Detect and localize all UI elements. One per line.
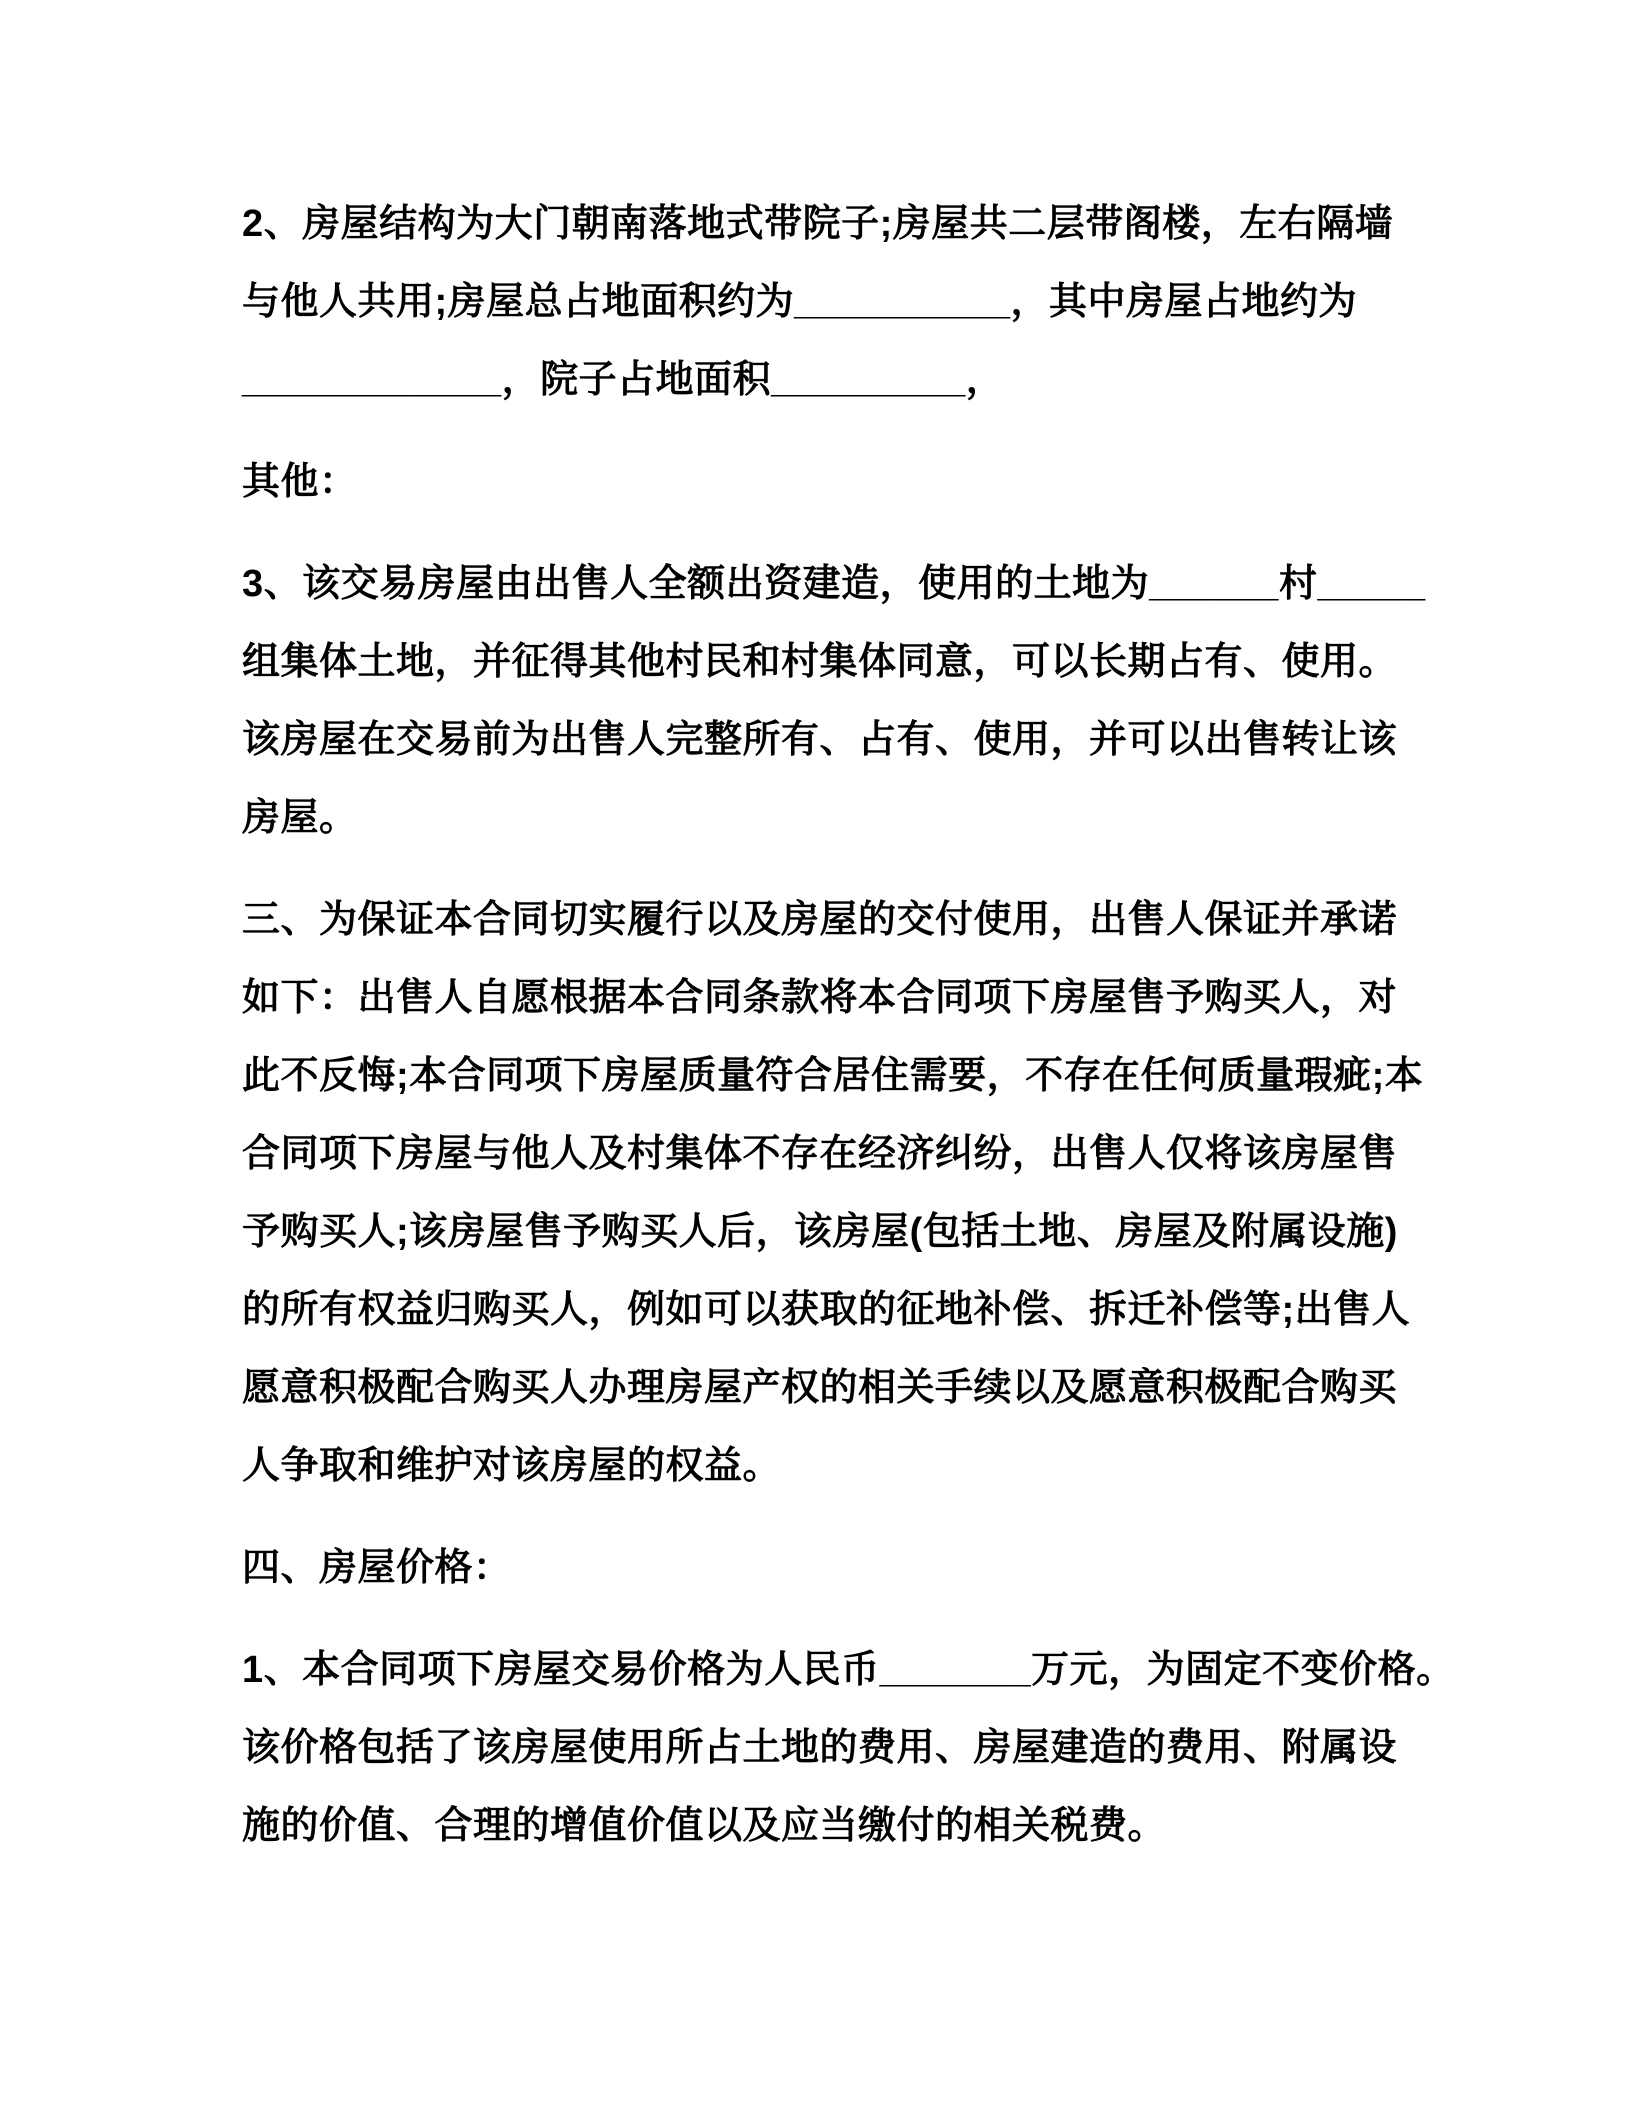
paragraph-clause-3-land-use [242, 545, 1432, 857]
text-line: 施的价值、合理的增值价值以及应当缴付的相关税费。 [242, 1805, 1167, 1847]
text-line: ____________，院子占地面积_________， [242, 359, 1005, 401]
text-line: 房屋。 [242, 797, 358, 839]
text-line: 三、为保证本合同切实履行以及房屋的交付使用，出售人保证并承诺 [242, 899, 1398, 941]
text-line: 与他人共用;房屋总占地面积约为__________，其中房屋占地约为 [242, 281, 1357, 323]
text-line: 该房屋在交易前为出售人完整所有、占有、使用，并可以出售转让该 [242, 719, 1398, 761]
section-heading: 四、房屋价格： [242, 1547, 512, 1589]
text-line: 其他： [242, 461, 358, 503]
paragraph-clause-2-house-structure [242, 185, 1432, 419]
paragraph-other-label [242, 443, 1432, 521]
text-line: 人争取和维护对该房屋的权益。 [242, 1445, 782, 1487]
text-line: 如下：出售人自愿根据本合同条款将本合同项下房屋售予购买人，对 [242, 977, 1398, 1019]
text-line: 合同项下房屋与他人及村集体不存在经济纠纷，出售人仅将该房屋售 [242, 1133, 1398, 1175]
text-line: 该价格包括了该房屋使用所占土地的费用、房屋建造的费用、附属设 [242, 1727, 1398, 1769]
text-line: 愿意积极配合购买人办理房屋产权的相关手续以及愿意积极配合购买 [242, 1367, 1398, 1409]
paragraph-section-three-seller-guarantee [242, 881, 1432, 1505]
text-line: 组集体土地，并征得其他村民和村集体同意，可以长期占有、使用。 [242, 641, 1398, 683]
text-line: 1、本合同项下房屋交易价格为人民币_______万元，为固定不变价格。 [242, 1649, 1455, 1691]
text-line: 予购买人;该房屋售予购买人后，该房屋(包括土地、房屋及附属设施) [242, 1211, 1398, 1253]
contract-text-block [242, 185, 1455, 1889]
paragraph-section-four-price-heading [242, 1529, 1432, 1607]
text-line: 此不反悔;本合同项下房屋质量符合居住需要，不存在任何质量瑕疵;本 [242, 1055, 1424, 1097]
text-line: 2、房屋结构为大门朝南落地式带院子;房屋共二层带阁楼，左右隔墙 [242, 203, 1394, 245]
text-line: 3、该交易房屋由出售人全额出资建造，使用的土地为______村_____ [242, 563, 1426, 605]
paragraph-clause-1-transaction-price [242, 1631, 1455, 1865]
text-line: 的所有权益归购买人，例如可以获取的征地补偿、拆迁补偿等;出售人 [242, 1289, 1411, 1331]
